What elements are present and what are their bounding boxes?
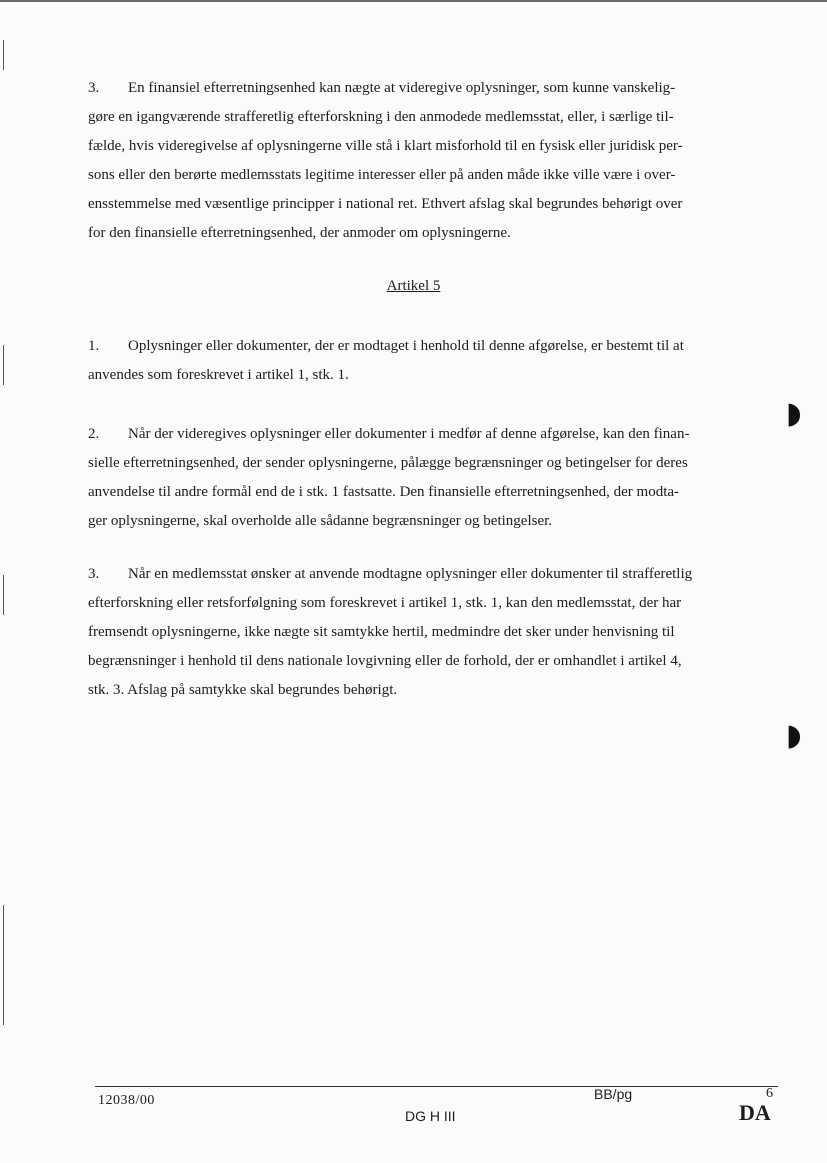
paragraph-line: sielle efterretningsenhed, der sender oplysningerne, pålægge begrænsninger og betingelser for deres [88,455,688,471]
doc-number: 12038/00 [98,1093,155,1108]
paragraph-line: fælde, hvis videregivelse af oplysningerne ville stå i klart misforhold til en fysisk eller juridisk per- [88,138,683,154]
initials: BB/pg [594,1086,633,1102]
paragraph-top [88,80,768,250]
paragraph-number: 1. [88,338,100,354]
paragraph-line: gøre en igangværende strafferetlig efterforskning i den anmodede medlemsstat, eller, i særlige til- [88,109,674,125]
paragraph-line: ger oplysningerne, skal overholde alle sådanne begrænsninger og betingelser. [88,513,553,529]
paragraph-2 [88,426,768,536]
scan-left-edge-mark [3,575,4,615]
language-code: DA [739,1100,771,1125]
scan-top-edge [0,0,827,2]
punch-hole-mark: ◗ [786,718,802,753]
paragraph-line: En finansiel efterretningsenhed kan nægte at videregive oplysninger, som kunne vanskelig- [128,80,676,96]
scan-left-edge-mark [3,40,4,70]
paragraph-number: 2. [88,426,100,442]
article-title: Artikel 5 [386,278,441,294]
footer-rule [95,1086,778,1087]
paragraph-line: anvendes som foreskrevet i artikel 1, stk. 1. [88,367,349,383]
dg-label: DG H III [405,1108,456,1124]
paragraph-line: efterforskning eller retsforfølgning som foreskrevet i artikel 1, stk. 1, kan den medlemsstat, der har [88,595,682,611]
punch-hole-mark: ◗ [786,396,802,431]
paragraph-line: for den finansielle efterretningsenhed, der anmoder om oplysningerne. [88,225,511,241]
paragraph-line: ensstemmelse med væsentlige principper i national ret. Ethvert afslag skal begrundes behørigt over [88,196,683,212]
paragraph-line: stk. 3. Afslag på samtykke skal begrundes behørigt. [88,682,398,698]
paragraph-line: Når der videregives oplysninger eller dokumenter i medfør af denne afgørelse, kan den finan- [128,426,690,442]
paragraph-line: Oplysninger eller dokumenter, der er modtaget i henhold til denne afgørelse, er bestemt til at [128,338,684,354]
scan-left-edge-mark [3,345,4,385]
paragraph-line: sons eller den berørte medlemsstats legitime interesser eller på anden måde ikke ville være i over- [88,167,676,183]
paragraph-number: 3. [88,566,100,582]
paragraph-3 [88,566,768,706]
paragraph-number: 3. [88,80,100,96]
paragraph-line: Når en medlemsstat ønsker at anvende modtagne oplysninger eller dokumenter til strafferetlig [128,566,693,582]
paragraph-line: fremsendt oplysningerne, ikke nægte sit samtykke hertil, medmindre det sker under henvisning til [88,624,675,640]
scan-left-edge-mark [3,905,4,1025]
paragraph-1 [88,338,768,388]
paragraph-line: begrænsninger i henhold til dens nationale lovgivning eller de forhold, der er omhandlet i artikel 4, [88,653,682,669]
page-number: 6 [766,1086,773,1101]
paragraph-line: anvendelse til andre formål end de i stk. 1 fastsatte. Den finansielle efterretningsenhed, der modta- [88,484,680,500]
